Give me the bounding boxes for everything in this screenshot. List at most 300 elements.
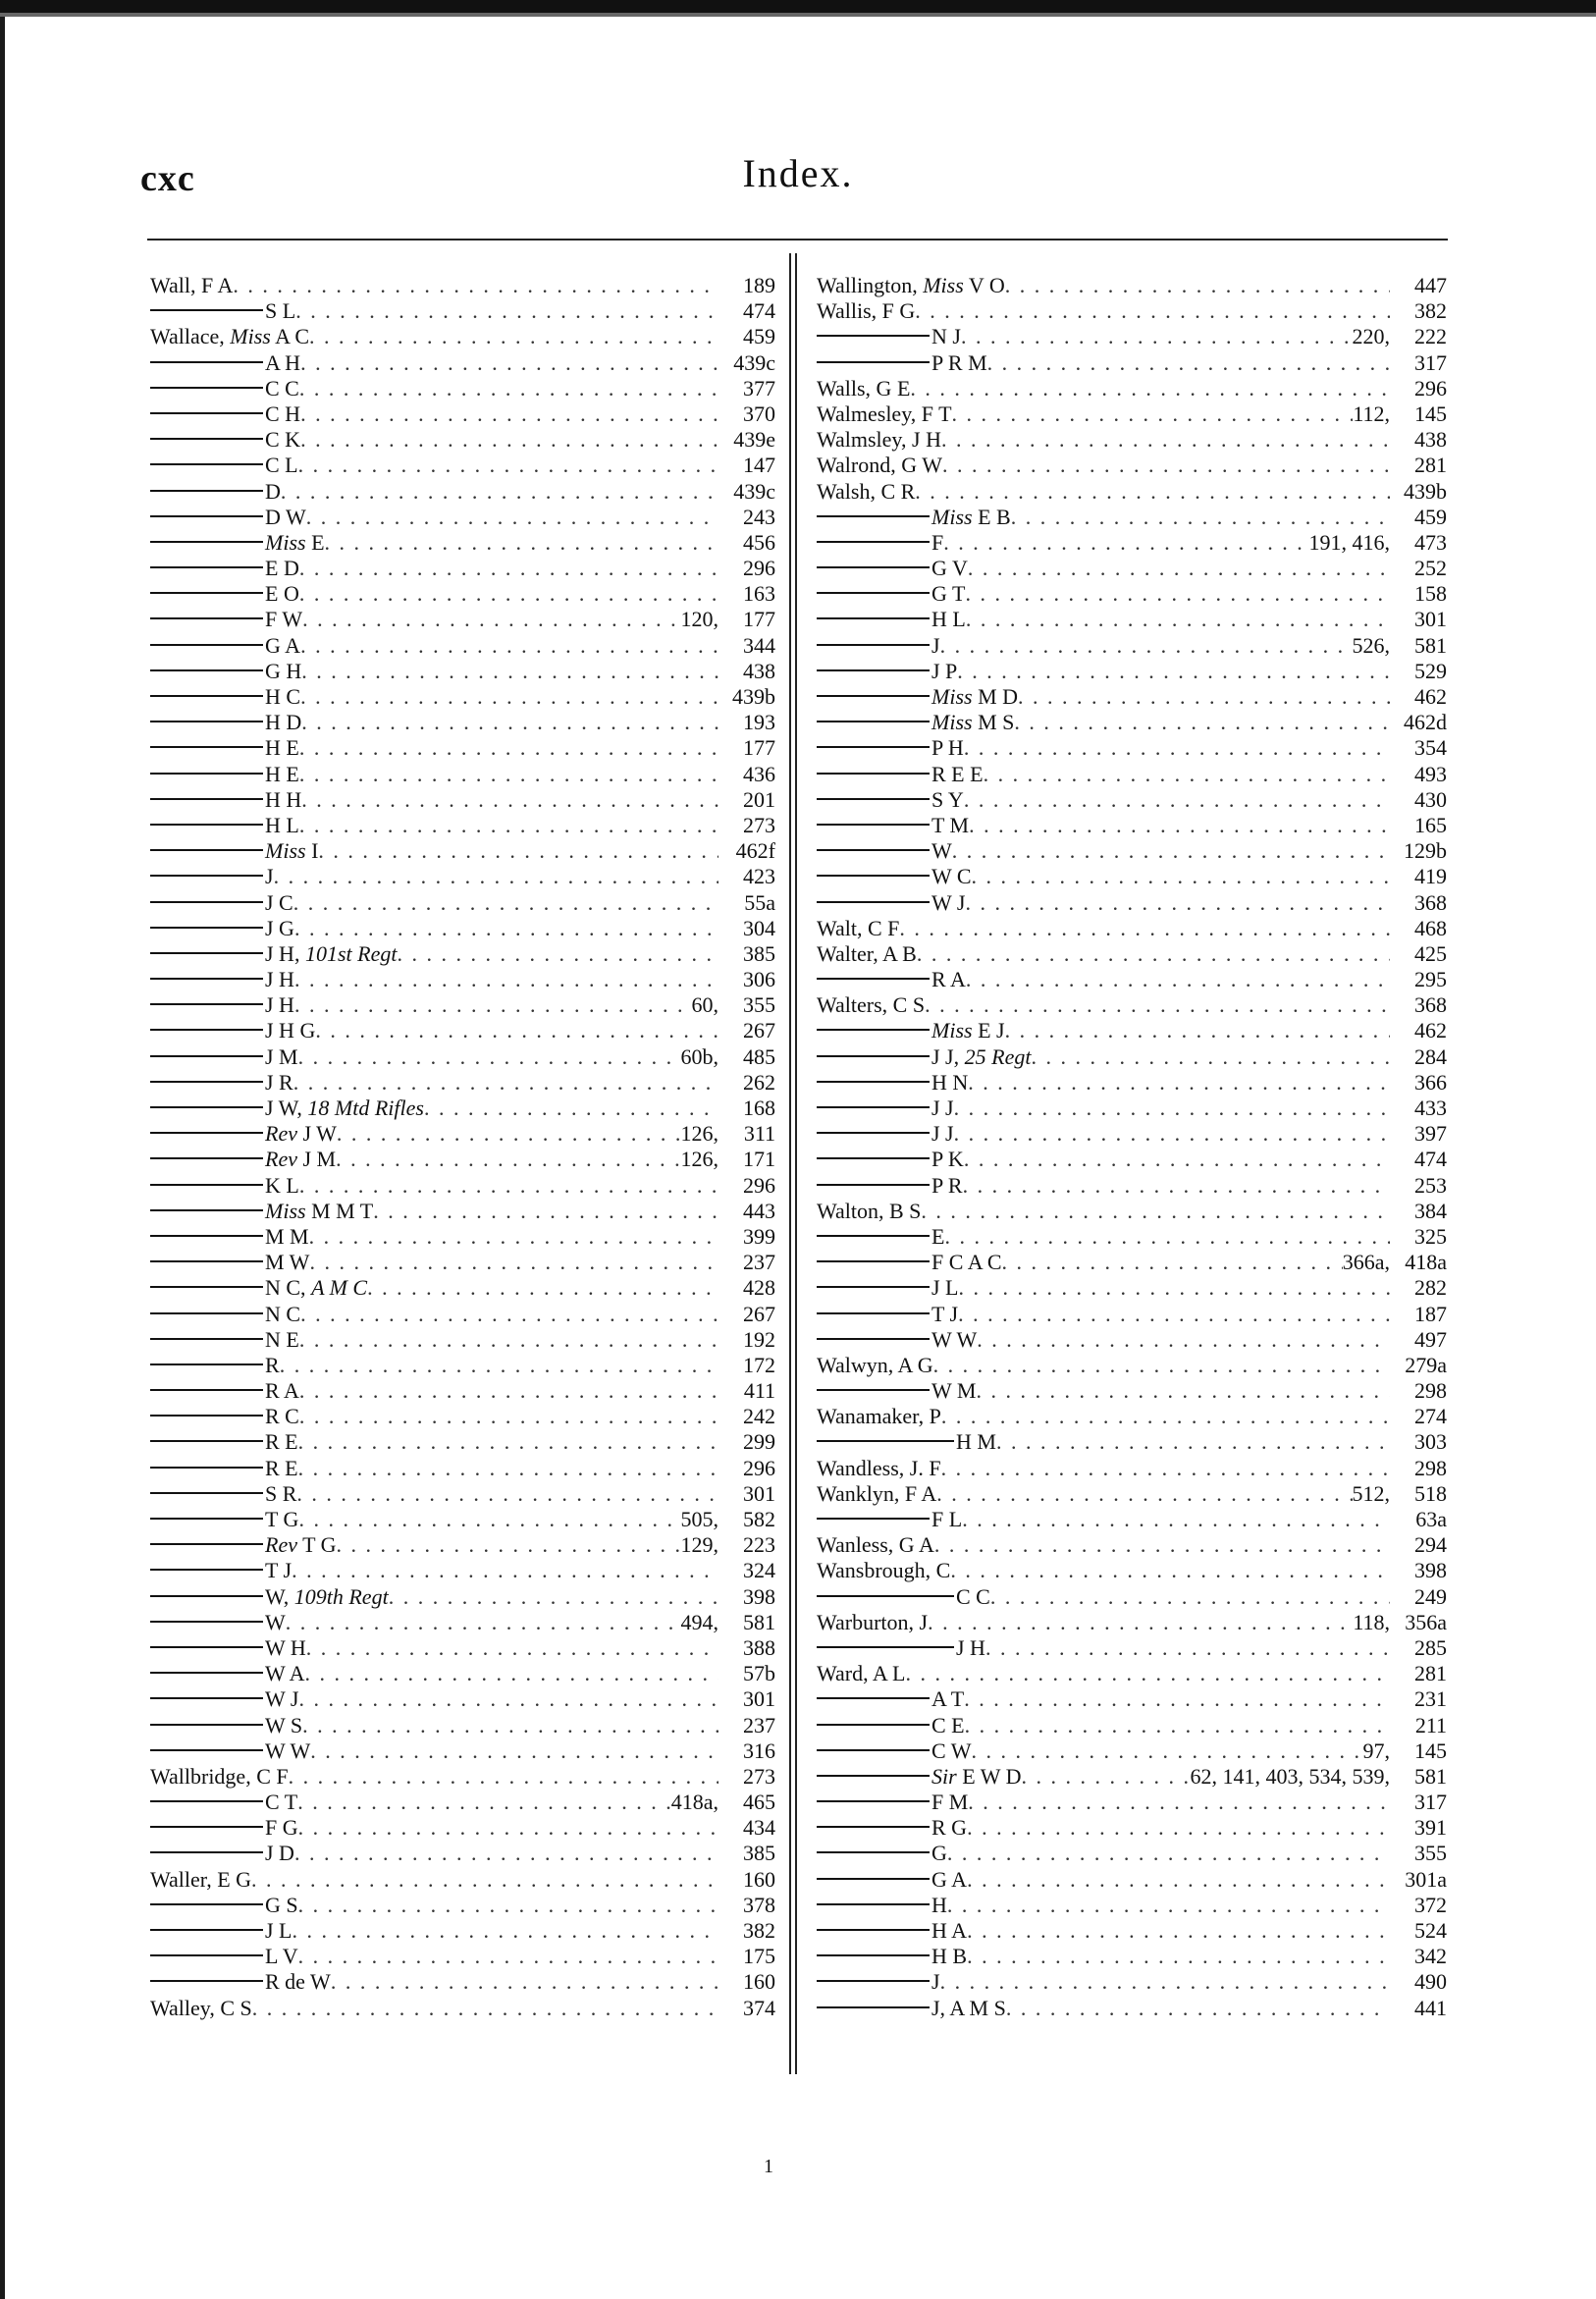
entry-page: 231 (1414, 1686, 1447, 1712)
index-entry (150, 1867, 775, 1893)
page-folio: cxc (140, 158, 195, 199)
dot-leader (297, 1790, 671, 1815)
ditto-dash (150, 1132, 263, 1134)
dot-leader (299, 1378, 718, 1404)
ditto-dash (150, 952, 263, 954)
entry-name: F (931, 529, 944, 555)
entry-name: S L (265, 298, 296, 324)
index-entry (150, 607, 775, 632)
index-entry (817, 1173, 1447, 1199)
dot-leader (299, 735, 718, 761)
dot-leader (1002, 1250, 1343, 1275)
dot-leader (906, 1661, 1391, 1686)
entry-name: G (931, 1841, 947, 1866)
entry-name: F L (931, 1507, 963, 1531)
dot-leader (968, 556, 1390, 581)
ditto-dash (150, 669, 263, 671)
index-entry (817, 941, 1447, 967)
index-entry (817, 1378, 1447, 1404)
ditto-dash (817, 515, 930, 517)
entry-name: W J (265, 1686, 299, 1712)
entry-page: 187 (1414, 1301, 1447, 1326)
entry-name: Miss M M T (265, 1198, 374, 1223)
ditto-dash (817, 541, 930, 543)
entry-page: 459 (743, 324, 775, 349)
index-entry (150, 633, 775, 659)
entry-page: 193 (743, 710, 775, 735)
index-entry (150, 556, 775, 581)
index-entry (817, 787, 1447, 813)
ditto-dash (150, 1492, 263, 1494)
ditto-dash (817, 1954, 930, 1956)
entry-page: 281 (1414, 1661, 1447, 1686)
index-entry (817, 1275, 1447, 1301)
index-entry (150, 324, 775, 349)
index-entry (817, 633, 1447, 659)
entry-page: 299 (743, 1429, 775, 1455)
dot-leader (298, 1044, 681, 1070)
dot-leader (967, 1944, 1390, 1969)
ditto-dash (817, 1800, 930, 1802)
dot-leader (299, 762, 718, 787)
entry-name: J J, 25 Regt (931, 1043, 1032, 1069)
entry-page: 172 (743, 1352, 775, 1377)
dot-leader (917, 941, 1390, 967)
index-entry (817, 967, 1447, 992)
entry-page: 57b (743, 1661, 775, 1686)
entry-name: Walsh, C R (817, 478, 916, 504)
entry-page: 267 (743, 1301, 775, 1326)
ditto-dash (817, 901, 930, 903)
entry-name: E (931, 1223, 945, 1249)
dot-leader (300, 401, 718, 427)
ditto-dash (150, 1312, 263, 1314)
index-entry (817, 762, 1447, 787)
ditto-dash (150, 1029, 263, 1031)
entry-page: 354 (1414, 735, 1447, 761)
index-entry (817, 1893, 1447, 1918)
ditto-dash (817, 1106, 930, 1108)
index-entry (150, 273, 775, 298)
entry-page: 282 (1414, 1275, 1447, 1301)
index-entry (817, 1507, 1447, 1532)
entry-page: 55a (744, 889, 775, 915)
entry-name: H A (931, 1918, 968, 1943)
dot-leader (301, 787, 718, 813)
ditto-dash (150, 490, 263, 492)
entry-page: 273 (743, 812, 775, 837)
entry-extra-pages: 126, (680, 1121, 718, 1147)
dot-leader (1005, 1018, 1390, 1043)
index-entry (150, 581, 775, 607)
dot-leader (298, 453, 718, 478)
entry-extra-pages: 120, (680, 607, 718, 632)
entry-name: R A (931, 967, 966, 992)
ditto-dash (150, 566, 263, 568)
index-entry (817, 1429, 1447, 1455)
entry-name: J H, 101st Regt (265, 940, 398, 966)
entry-name: J D (265, 1841, 294, 1866)
entry-name: T G (265, 1507, 299, 1531)
entry-name: A T (931, 1686, 965, 1712)
index-entry (817, 427, 1447, 453)
index-entry (817, 1713, 1447, 1738)
index-entry (817, 1327, 1447, 1353)
entry-name: M W (265, 1250, 310, 1275)
ditto-dash (817, 1878, 930, 1880)
entry-page: 160 (743, 1866, 775, 1892)
dot-leader (985, 1635, 1390, 1661)
entry-name: G A (265, 632, 301, 658)
entry-page: 237 (743, 1712, 775, 1738)
entry-extra-pages: 126, (680, 1147, 718, 1172)
dot-leader (1005, 273, 1390, 298)
index-entry (150, 1250, 775, 1275)
index-entry (817, 530, 1447, 556)
entry-name: C W (931, 1738, 972, 1763)
ditto-dash (817, 1081, 930, 1083)
dot-leader (300, 1302, 718, 1327)
entry-name: Miss E J (931, 1018, 1005, 1043)
index-entry (150, 1764, 775, 1790)
dot-leader (964, 1147, 1390, 1172)
entry-name: G H (265, 658, 302, 683)
dot-leader (301, 659, 718, 684)
entry-name: W J (931, 889, 966, 915)
entry-page: 211 (1414, 1712, 1447, 1738)
entry-page: 439c (733, 349, 775, 375)
entry-name: F G (265, 1815, 298, 1841)
entry-extra-pages: 418a, (670, 1790, 718, 1815)
entry-name: W C (931, 864, 972, 889)
entry-page: 443 (743, 1198, 775, 1223)
entry-name: D (265, 478, 281, 504)
ditto-dash (150, 1389, 263, 1391)
entry-extra-pages: 62, 141, 403, 534, 539, (1190, 1763, 1390, 1789)
ditto-dash (150, 1363, 263, 1365)
entry-page: 438 (1414, 427, 1447, 453)
ditto-dash (150, 901, 263, 903)
entry-page: 425 (1414, 940, 1447, 966)
dot-leader (964, 735, 1390, 761)
ditto-dash (817, 1184, 930, 1186)
entry-page: 252 (1414, 556, 1447, 581)
entry-page: 222 (1414, 324, 1447, 349)
dot-leader (1018, 684, 1390, 710)
dot-leader (296, 1481, 718, 1507)
dot-leader (325, 530, 718, 556)
ditto-dash (150, 1184, 263, 1186)
entry-name: Walmsley, J H (817, 427, 941, 453)
entry-name: Walmesley, F T (817, 401, 952, 426)
entry-name: J L (265, 1918, 293, 1943)
dot-leader (299, 1327, 718, 1353)
index-entry (817, 273, 1447, 298)
footer-mark: 1 (764, 2156, 773, 2177)
entry-page: 462 (1414, 1018, 1447, 1043)
dot-leader (964, 1686, 1390, 1712)
entry-name: S Y (931, 786, 964, 812)
entry-name: Walton, B S (817, 1198, 922, 1223)
index-entry (817, 1096, 1447, 1121)
entry-name: W W (265, 1738, 311, 1763)
entry-page: 497 (1414, 1326, 1447, 1352)
entry-page: 433 (1414, 1096, 1447, 1120)
dot-leader (954, 1121, 1390, 1147)
ditto-dash (817, 1646, 954, 1648)
entry-page: 189 (743, 273, 775, 297)
ditto-dash (817, 798, 930, 800)
ditto-dash (150, 1724, 263, 1726)
entry-page: 397 (1414, 1121, 1447, 1147)
entry-name: Miss E B (931, 504, 1011, 529)
entry-name: J C (265, 889, 293, 915)
dot-leader (990, 1584, 1390, 1610)
entry-page: 192 (743, 1326, 775, 1352)
dot-leader (274, 864, 718, 889)
index-entry (150, 1302, 775, 1327)
entry-page: 529 (1414, 658, 1447, 683)
entry-page: 355 (743, 992, 775, 1018)
index-entry (150, 916, 775, 941)
dot-leader (281, 479, 718, 505)
dot-leader (300, 427, 718, 453)
entry-name: J P (931, 658, 958, 683)
entry-page: 281 (1414, 453, 1447, 478)
index-entry (150, 992, 775, 1018)
dot-leader (899, 916, 1390, 941)
index-entry (150, 1738, 775, 1764)
dot-leader (984, 762, 1390, 787)
ditto-dash (817, 1724, 930, 1726)
ditto-dash (817, 592, 930, 594)
entry-name: W A (265, 1661, 305, 1686)
index-entry (150, 1584, 775, 1610)
dot-leader (944, 1224, 1390, 1250)
dot-leader (966, 967, 1390, 992)
ditto-dash (150, 1467, 263, 1469)
entry-name: J J (931, 1121, 954, 1147)
index-entry (817, 684, 1447, 710)
dot-leader (921, 1199, 1390, 1224)
ditto-dash (150, 1569, 263, 1571)
entry-page: 434 (743, 1815, 775, 1841)
ditto-dash (817, 1312, 930, 1314)
index-entry (150, 1532, 775, 1558)
entry-page: 355 (1414, 1841, 1447, 1866)
dot-leader (941, 427, 1390, 453)
index-entry (150, 1096, 775, 1121)
entry-extra-pages: 220, (1352, 324, 1390, 349)
index-entry (817, 376, 1447, 401)
dot-leader (336, 1147, 680, 1172)
dot-leader (959, 1275, 1391, 1301)
entry-name: M M (265, 1223, 309, 1249)
ditto-dash (150, 1003, 263, 1005)
entry-page: 441 (1414, 1995, 1447, 2020)
entry-name: C C (956, 1583, 990, 1609)
entry-name: H (931, 1892, 947, 1917)
ditto-dash (150, 1209, 263, 1211)
entry-page: 388 (743, 1634, 775, 1660)
ditto-dash (150, 463, 263, 465)
entry-page: 317 (1414, 349, 1447, 375)
entry-name: F W (265, 607, 303, 632)
ditto-dash (150, 1106, 263, 1108)
index-entry (150, 298, 775, 324)
ditto-dash (817, 644, 930, 646)
ditto-dash (150, 695, 263, 697)
index-entry (817, 864, 1447, 889)
entry-page: 324 (743, 1558, 775, 1583)
dot-leader (300, 633, 718, 659)
entry-name: R A (265, 1378, 299, 1404)
entry-name: W W (931, 1326, 978, 1352)
entry-name: H L (265, 812, 299, 837)
index-entry (817, 401, 1447, 427)
entry-page: 201 (743, 786, 775, 812)
ditto-dash (817, 1595, 954, 1597)
entry-page: 430 (1414, 786, 1447, 812)
index-entry (150, 967, 775, 992)
entry-page: 168 (743, 1096, 775, 1120)
ditto-dash (150, 1081, 263, 1083)
dot-leader (299, 813, 718, 838)
ditto-dash (817, 695, 930, 697)
entry-page: 301 (743, 1686, 775, 1712)
ditto-dash (817, 721, 930, 722)
entry-name: Miss E (265, 529, 325, 555)
ditto-dash (150, 644, 263, 646)
entry-name: Walwyn, A G (817, 1352, 933, 1377)
dot-leader (298, 1507, 680, 1532)
dot-leader (996, 1429, 1390, 1455)
entry-name: Wallis, F G (817, 298, 916, 324)
dot-leader (298, 1944, 718, 1969)
ditto-dash (817, 1697, 930, 1699)
ditto-dash (150, 1235, 263, 1237)
index-entry (150, 684, 775, 710)
index-entry (817, 1969, 1447, 1995)
index-entry (817, 1738, 1447, 1764)
entry-extra-pages: 129, (680, 1532, 718, 1558)
ditto-dash (150, 1518, 263, 1520)
index-entry (150, 1404, 775, 1429)
dot-leader (967, 1918, 1390, 1944)
entry-name: J (931, 1969, 940, 1995)
entry-page: 370 (743, 401, 775, 426)
dot-leader (295, 298, 718, 324)
entry-page: 237 (743, 1250, 775, 1275)
entry-page: 474 (743, 298, 775, 324)
ditto-dash (150, 875, 263, 877)
dot-leader (967, 1867, 1390, 1893)
dot-leader (331, 1969, 718, 1995)
entry-name: P K (931, 1147, 964, 1172)
dot-leader (298, 1815, 718, 1841)
entry-page: 419 (1414, 864, 1447, 889)
entry-page: 384 (1414, 1198, 1447, 1223)
entry-name: N C (265, 1301, 301, 1326)
entry-name: Wanklyn, F A (817, 1480, 937, 1506)
entry-page: 423 (743, 864, 775, 889)
entry-name: Waller, E G (150, 1866, 252, 1892)
entry-name: D W (265, 504, 306, 529)
entry-name: H E (265, 735, 299, 761)
entry-name: N J (931, 324, 961, 349)
ditto-dash (150, 1980, 263, 1982)
entry-name: Wall, F A (150, 273, 234, 297)
ditto-dash (817, 1029, 930, 1031)
dot-leader (966, 607, 1390, 632)
index-entry (150, 1044, 775, 1070)
entry-name: T J (265, 1558, 293, 1583)
entry-page: 298 (1414, 1455, 1447, 1480)
dot-leader (337, 1532, 681, 1558)
entry-page: 428 (743, 1275, 775, 1301)
entry-name: J M (265, 1043, 298, 1069)
entry-page: 398 (1414, 1558, 1447, 1583)
dot-leader (968, 1070, 1390, 1096)
index-entry (150, 1996, 775, 2021)
entry-name: C K (265, 427, 301, 453)
ditto-dash (817, 335, 930, 337)
dot-leader (299, 376, 718, 401)
entry-name: H H (265, 786, 302, 812)
index-entry (817, 1558, 1447, 1583)
entry-name: C H (265, 401, 301, 426)
ditto-dash (817, 1440, 954, 1442)
ditto-dash (817, 1518, 930, 1520)
entry-page: 301 (743, 1480, 775, 1506)
entry-name: H B (931, 1944, 968, 1969)
dot-leader (293, 1070, 718, 1096)
index-entry (817, 1996, 1447, 2021)
index-entry (150, 864, 775, 889)
index-entry (817, 453, 1447, 478)
ditto-dash (150, 798, 263, 800)
entry-name: A H (265, 349, 301, 375)
entry-name: H E (265, 761, 299, 786)
entry-name: J H (265, 992, 294, 1018)
index-entry (817, 1353, 1447, 1378)
index-entry (817, 556, 1447, 581)
index-entry (817, 479, 1447, 505)
dot-leader (958, 1302, 1390, 1327)
entry-page: 490 (1414, 1969, 1447, 1995)
index-entry (817, 916, 1447, 941)
index-entry (817, 1481, 1447, 1507)
entry-page: 462 (1414, 684, 1447, 709)
dot-leader (957, 659, 1390, 684)
ditto-dash (150, 592, 263, 594)
entry-page: 459 (1414, 504, 1447, 529)
index-entry (150, 762, 775, 787)
entry-name: W S (265, 1712, 303, 1738)
entry-page: 465 (743, 1790, 775, 1815)
index-entry (150, 376, 775, 401)
entry-page: 298 (1414, 1378, 1447, 1404)
entry-page: 267 (743, 1018, 775, 1043)
index-entry (150, 787, 775, 813)
index-entry (817, 1918, 1447, 1944)
entry-page: 382 (743, 1918, 775, 1943)
entry-page: 304 (743, 915, 775, 940)
index-entry (817, 1147, 1447, 1172)
entry-name: Walls, G E (817, 375, 911, 401)
index-entry (817, 324, 1447, 349)
entry-page: 243 (743, 504, 775, 529)
